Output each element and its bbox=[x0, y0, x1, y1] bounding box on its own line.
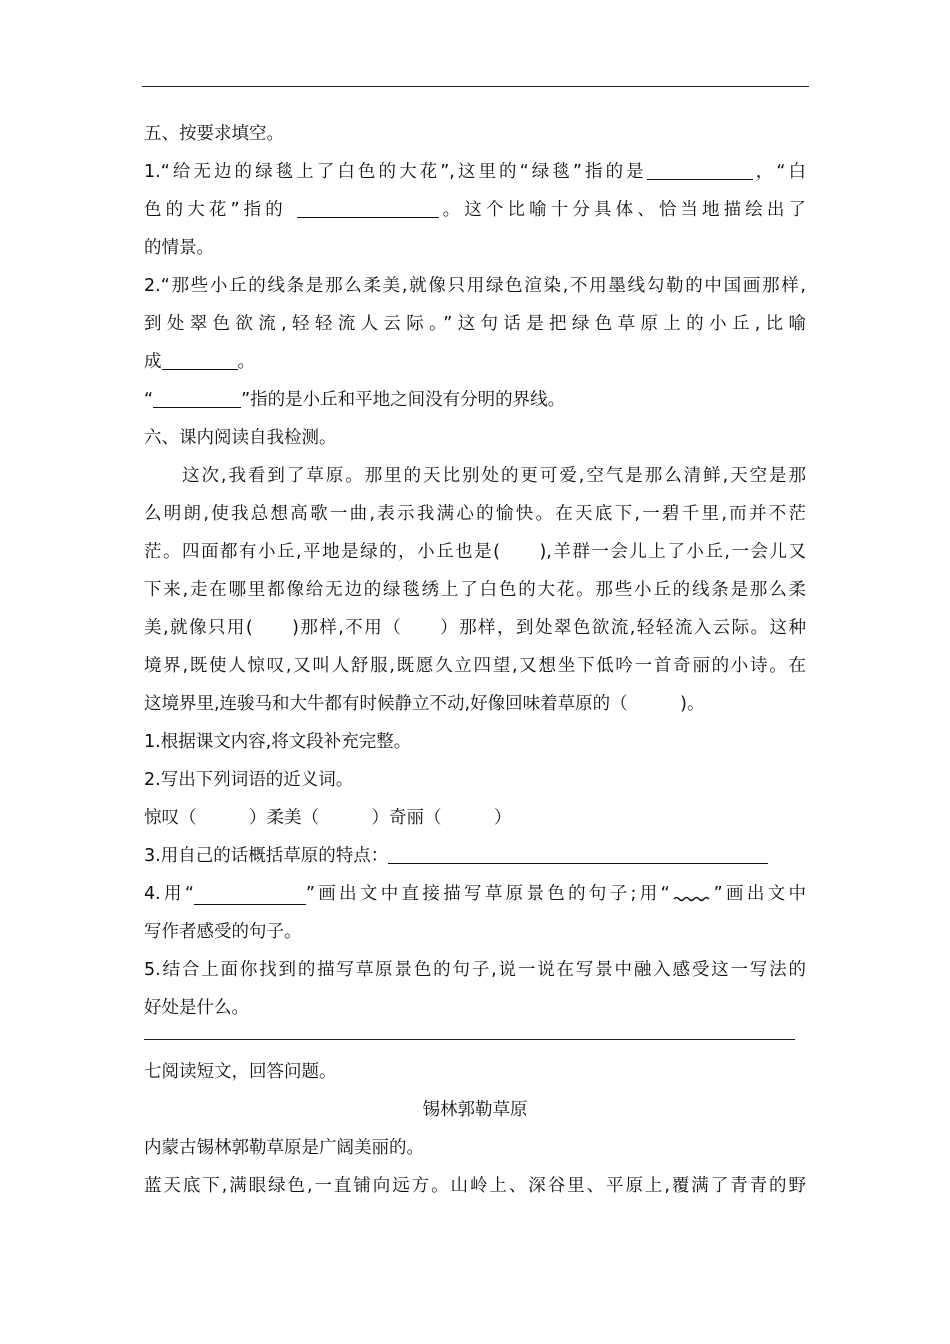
passage-line: 么明朗,使我总想高歌一曲,表示我满心的愉快。在天底下,一碧千里,而并不茫 bbox=[144, 504, 806, 524]
passage-line: 这次,我看到了草原。那里的天比别处的更可爱,空气是那么清鲜,天空是那 bbox=[182, 466, 806, 486]
s6-q3 bbox=[144, 844, 768, 868]
s5-q2-text-c: ”指的是小丘和平地之间没有分明的界线。 bbox=[241, 390, 566, 410]
wavy-underline-sample bbox=[670, 884, 714, 902]
s5-q2-line2: 到处翠色欲流,轻轻流人云际。”这句话是把绿色草原上的小丘,比喻 bbox=[144, 314, 806, 334]
article-paragraph: 蓝天底下,满眼绿色,一直铺向远方。山岭上、深谷里、平原上,覆满了青青的野 bbox=[144, 1176, 806, 1196]
s6-q2-words: 惊叹（ ）柔美（ ）奇丽（ ） bbox=[144, 808, 512, 828]
s6-q2: 2.写出下列词语的近义词。 bbox=[144, 770, 354, 790]
s5-q2-line4 bbox=[144, 388, 565, 412]
s5-q1-text-b: ，“白 bbox=[752, 162, 806, 182]
passage-line: 茫。四面都有小丘,平地是绿的，小丘也是( ),羊群一会儿上了小丘,一会儿又 bbox=[144, 542, 806, 562]
s6-q3-text: 3.用自己的话概括草原的特点： bbox=[144, 846, 389, 866]
passage-line: 下来,走在哪里都像给无边的绿毯绣上了白色的大花。那些小丘的线条是那么柔 bbox=[144, 580, 806, 600]
s5-q1-text-a: 1.“给无边的绿毯上了白色的大花”,这里的“绿毯”指的是 bbox=[144, 162, 647, 182]
straight-underline-sample bbox=[194, 886, 306, 905]
s5-q1-line3: 的情景。 bbox=[144, 238, 214, 258]
s5-q1-text-c: 色的大花”指的 bbox=[144, 200, 287, 220]
s5-q2-quote-open: “ bbox=[144, 390, 154, 410]
answer-blank[interactable] bbox=[153, 389, 241, 408]
section7-heading: 七阅读短文，回答问题。 bbox=[144, 1062, 337, 1082]
s5-q2-text-a: 成 bbox=[144, 352, 162, 372]
answer-line[interactable] bbox=[144, 1039, 795, 1040]
s6-q1: 1.根据课文内容,将文段补充完整。 bbox=[144, 732, 412, 752]
s6-q5-line2: 好处是什么。 bbox=[144, 998, 249, 1018]
s6-q4-line1 bbox=[144, 882, 806, 906]
passage-line: 这境界里,连骏马和大牛都有时候静立不动,好像回味着草原的（ )。 bbox=[144, 694, 705, 714]
passage-line: 美,就像只用( )那样,不用（ ）那样，到处翠色欲流,轻轻流入云际。这种 bbox=[144, 618, 806, 638]
section6-heading: 六、课内阅读自我检测。 bbox=[144, 428, 337, 448]
s5-q2-line1: 2.“那些小丘的线条是那么柔美,就像只用绿色渲染,不用墨线勾勒的中国画那样, bbox=[144, 276, 806, 296]
s6-q4-text-a: 4.用“ bbox=[144, 884, 194, 904]
section5-heading: 五、按要求填空。 bbox=[144, 124, 284, 144]
answer-blank[interactable] bbox=[162, 351, 238, 370]
s5-q2-line3 bbox=[144, 350, 255, 374]
header-rule bbox=[142, 86, 809, 87]
answer-blank[interactable] bbox=[388, 845, 768, 864]
s6-q5-line1: 5.结合上面你找到的描写草原景色的句子,说一说在写景中融入感受这一写法的 bbox=[144, 960, 806, 980]
article-title: 锡林郭勒草原 bbox=[422, 1100, 528, 1120]
s6-q4-text-b: ”画出文中直接描写草原景色的句子;用“ bbox=[305, 884, 670, 904]
passage-line: 境界,既使人惊叹,又叫人舒服,既愿久立四望,又想坐下低吟一首奇丽的小诗。在 bbox=[144, 656, 806, 676]
answer-blank[interactable] bbox=[297, 199, 439, 218]
s6-q4-text-c: ”画出文中 bbox=[713, 884, 806, 904]
answer-blank[interactable] bbox=[647, 161, 753, 180]
s6-q4-line2: 写作者感受的句子。 bbox=[144, 922, 302, 942]
s5-q1-line1 bbox=[144, 160, 806, 184]
s5-q1-line2 bbox=[144, 198, 806, 222]
s5-q2-text-b: 。 bbox=[237, 352, 255, 372]
article-paragraph: 内蒙古锡林郭勒草原是广阔美丽的。 bbox=[144, 1138, 424, 1158]
s5-q1-text-d: 。这个比喻十分具体、恰当地描绘出了 bbox=[438, 200, 806, 220]
